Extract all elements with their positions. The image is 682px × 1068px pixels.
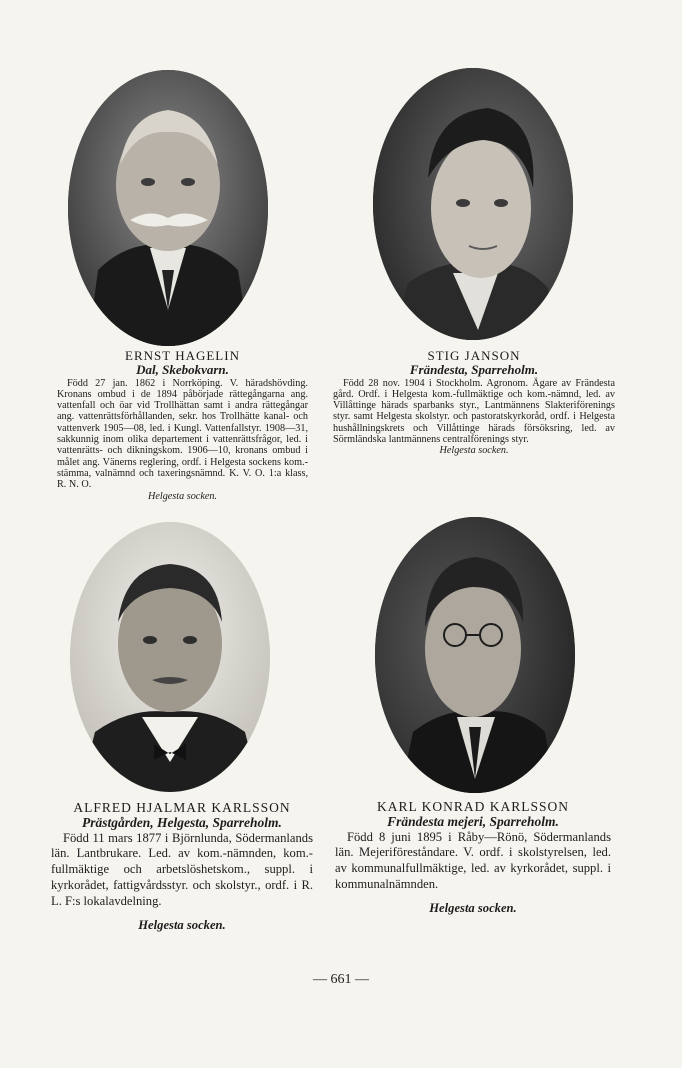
person-residence: Dal, Skebokvarn. <box>136 362 229 378</box>
entry-karl-konrad-karlsson <box>335 800 611 916</box>
parish-label: Helgesta socken. <box>429 900 517 915</box>
portrait-photo <box>375 517 575 793</box>
portrait-photo <box>373 68 573 340</box>
parish-label: Helgesta socken. <box>138 917 226 932</box>
person-biography: Född 27 jan. 1862 i Norrköping. V. häradshövding. Kronans ombud i de 1894 påbörjade rättegångarna ang. vattenfall och öar vid Trollhättan samt i andra rättegångar ang. vattenrättsförhållanden, sekr. hos Trollhätte kanal- och vattenverk 1905—08, led. i Kungl. Vattenfallstyr. 1908—31, sakkunnig inom olika departement i vattenrättsfrågor, led. i vattenrätts- och dikningskom. 1906—10, kronans ombud i målet ang. Vänerns reglering, ordf. i Helgesta sockens kom.-stämma, valnämnd och taxeringsnämnd. K. V. O. 1:a klass, R. N. O. <box>57 377 308 491</box>
person-biography: Född 28 nov. 1904 i Stockholm. Agronom. Ägare av Frändesta gård. Ordf. i Helgesta kom.-fullmäktige och kom.-nämnd, led. av Villåttinge härads sparbanks styr., Lantmännens Slakteriförenings styr. samt Helgesta skolstyr. och pastoratskyrkoråd, ordf. i Helgesta hushållningskrets och Villåttinge härads försöksring, led. av Sörmländska lantmännens centralförenings styr. <box>333 377 615 446</box>
portrait-karl-konrad-karlsson <box>375 517 575 793</box>
parish-label: Helgesta socken. <box>439 445 509 457</box>
portrait-photo <box>70 522 270 792</box>
parish-label: Helgesta socken. <box>147 490 218 502</box>
person-biography: Född 11 mars 1877 i Björnlunda, Södermanlands län. Lantbrukare. Led. av kom.-nämnden, kom.-fullmäktige och arbetslöshetskom., suppl. i kyrkorådet, fattigvårdsstyr. och skolstyr., ordf. i R. L. F:s lokalavdelning. <box>51 830 313 908</box>
entry-stig-janson <box>333 349 615 457</box>
entry-alfred-hjalmar-karlsson <box>51 801 313 933</box>
page-number: — 661 — <box>313 972 369 987</box>
entry-ernst-hagelin <box>57 349 308 503</box>
person-name: ERNST HAGELIN <box>125 348 240 363</box>
person-biography: Född 8 juni 1895 i Råby—Rönö, Södermanlands län. Mejeriföreståndare. V. ordf. i skolstyrelsen, led. av kommunalfullmäktige, led. av kyrkorådet, suppl. i kommunalnämnden. <box>335 829 611 892</box>
person-residence: Frändesta, Sparreholm. <box>409 362 539 378</box>
person-name: KARL KONRAD KARLSSON <box>376 799 569 814</box>
portrait-ernst-hagelin <box>68 70 268 346</box>
person-name: ALFRED HJALMAR KARLSSON <box>73 800 291 815</box>
person-residence: Prästgården, Helgesta, Sparreholm. <box>82 814 282 830</box>
person-residence: Frändesta mejeri, Sparreholm. <box>387 813 559 829</box>
person-name: STIG JANSON <box>427 348 521 363</box>
portrait-photo <box>68 70 268 346</box>
portrait-stig-janson <box>373 68 573 340</box>
portrait-alfred-hjalmar-karlsson <box>70 522 270 792</box>
